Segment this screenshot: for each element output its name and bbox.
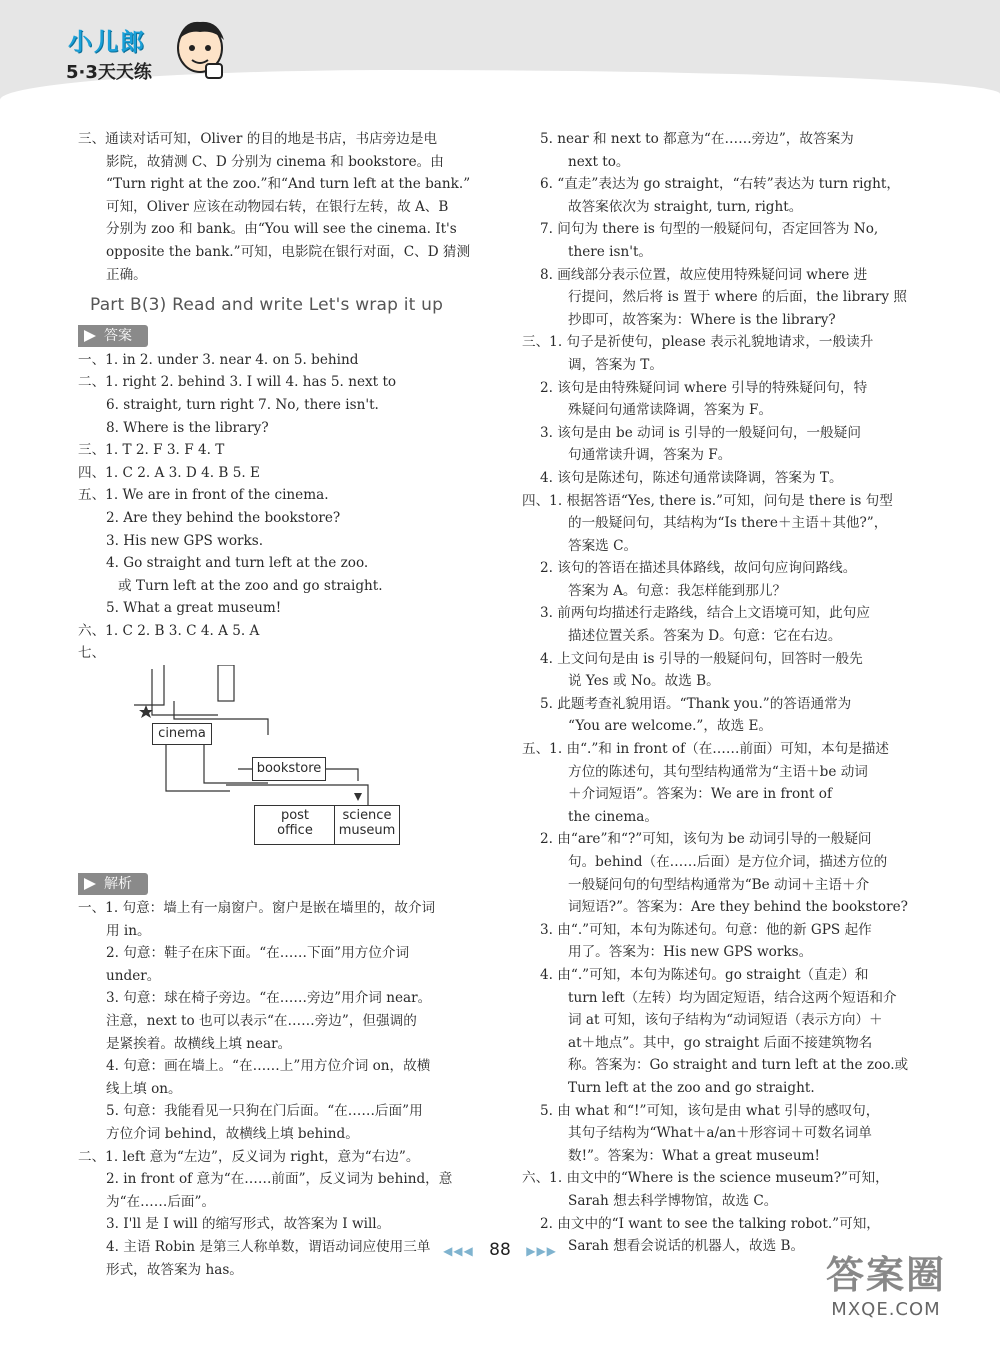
- analysis-line: 3. I'll 是 I will 的缩写形式，故答案为 I will。: [106, 1216, 391, 1233]
- analysis-line: 形式，故答案为 has。: [106, 1261, 243, 1278]
- right-analysis-line: 四、1. 根据答语“Yes, there is.”可知，问句是 there is 句型: [522, 492, 893, 509]
- map-post-office: [254, 805, 336, 845]
- right-analysis-line: 描述位置关系。答案为 D。句意：它在右边。: [568, 628, 842, 645]
- answer-line: 4. Go straight and turn left at the zoo.: [106, 555, 369, 572]
- right-column: [522, 128, 924, 1258]
- answer-line: 二、1. right 2. behind 3. I will 4. has 5. next to: [78, 374, 397, 391]
- analysis-line: 2. 句意：鞋子在床下面。“在……下面”用方位介词: [106, 945, 410, 962]
- right-analysis-line: 行提问，然后将 is 置于 where 的后面，the library 照: [568, 289, 907, 306]
- intro-line: 分别为 zoo 和 bank。由“You will see the cinema. It's: [106, 221, 457, 238]
- brand-subtitle: 5·3天天练: [66, 62, 152, 83]
- analysis-line: 用 in。: [106, 922, 151, 939]
- answer-line: 五、1. We are in front of the cinema.: [78, 487, 329, 504]
- answer-line: 四、1. C 2. A 3. D 4. B 5. E: [78, 464, 260, 481]
- right-analysis-line: 句通常读升调，答案为 F。: [568, 447, 732, 464]
- route-map: [118, 665, 396, 865]
- analysis-line: 5. 句意：我能看见一只狗在门后面。“在……后面”用: [106, 1103, 423, 1120]
- right-analysis-line: 3. 该句是由 be 动词 is 引导的一般疑问句，一般疑问: [540, 424, 861, 441]
- answers-tag-label: 答案: [78, 325, 148, 347]
- analysis-line: 注意，next to 也可以表示“在……旁边”，但强调的: [106, 1013, 417, 1030]
- next-arrows-icon: ▶▶▶: [526, 1244, 557, 1258]
- part-title: Part B(3) Read and write Let's wrap it up: [90, 295, 444, 316]
- right-analysis-line: 4. 由“.”可知，本句为陈述句。go straight（直走）和: [540, 966, 869, 983]
- right-analysis-line: 答案选 C。: [568, 537, 638, 554]
- right-analysis-line: 的一般疑问句，其结构为“Is there＋主语＋其他?”，: [568, 515, 888, 532]
- right-analysis-line: 六、1. 由文中的“Where is the science museum?”可知，: [522, 1170, 889, 1187]
- right-analysis-line: 4. 上文问句是由 is 引导的一般疑问句，回答时一般先: [540, 650, 863, 667]
- map-bookstore: [252, 757, 326, 781]
- intro-line: opposite the bank.”可知，电影院在银行对面，C、D 猜测: [106, 243, 471, 260]
- right-analysis-line: ＋介词短语”。答案为：We are in front of: [568, 786, 832, 803]
- right-analysis-line: 用了。答案为：His new GPS works。: [568, 944, 813, 961]
- map-bookstore-label: bookstore: [256, 761, 322, 777]
- right-analysis-line: 三、1. 句子是祈使句，please 表示礼貌地请求，一般读升: [522, 334, 874, 351]
- right-analysis-line: 3. 前两句均描述行走路线，结合上文语境可知，此句应: [540, 605, 870, 622]
- right-analysis-line: 2. 该句是由特殊疑问词 where 引导的特殊疑问句，特: [540, 379, 868, 396]
- map-cinema: [152, 723, 212, 745]
- answer-line: 2. Are they behind the bookstore?: [106, 509, 341, 526]
- analysis-line: 为“在……后面”。: [106, 1193, 216, 1210]
- analysis-tag: [78, 873, 148, 895]
- brand-logo: [62, 22, 242, 92]
- analysis-tag-icon: [78, 873, 102, 895]
- page-number: 88: [489, 1240, 511, 1260]
- analysis-line: 方位介词 behind，故横线上填 behind。: [106, 1126, 359, 1142]
- right-analysis-line: Turn left at the zoo and go straight.: [568, 1079, 815, 1096]
- answer-line: 七、: [78, 645, 106, 662]
- right-analysis-line: 一般疑问句的句型结构通常为“Be 动词＋主语＋介: [568, 876, 870, 893]
- left-intro-block: [78, 128, 488, 286]
- right-analysis-line: 其句子结构为“What＋a/an＋形容词＋可数名词单: [568, 1125, 872, 1142]
- right-analysis-line: 5. 由 what 和“!”可知，该句是由 what 引导的感叹句，: [540, 1102, 880, 1119]
- map-science-museum-line2: museum: [338, 823, 396, 839]
- map-post-office-line1: post: [280, 808, 310, 824]
- right-analysis-line: at＋地点”。其中，go straight 后面不接建筑物名: [568, 1034, 873, 1051]
- prev-arrows-icon: ◀◀◀: [443, 1244, 474, 1258]
- right-analysis-line: 5. 此题考查礼貌用语。“Thank you.”的答语通常为: [540, 695, 852, 712]
- right-analysis-line: 4. 该句是陈述句，陈述句通常读降调，答案为 T。: [540, 469, 843, 486]
- right-analysis-line: 称。答案为：Go straight and turn left at the zoo.或: [568, 1057, 909, 1074]
- right-analysis-line: 殊疑问句通常读降调，答案为 F。: [568, 402, 773, 419]
- answers-tag: [78, 325, 148, 347]
- answer-line: 三、1. T 2. F 3. F 4. T: [78, 442, 225, 459]
- right-analysis-line: 答案为 A。句意：我怎样能到那儿？: [568, 582, 787, 599]
- mascot-boy-icon: [170, 18, 230, 84]
- right-analysis-line: 2. 由文中的“I want to see the talking robot.”可知，: [540, 1215, 880, 1232]
- map-cinema-label: cinema: [158, 726, 206, 742]
- intro-line: 影院，故猜测 C、D 分别为 cinema 和 bookstore。由: [106, 153, 444, 170]
- right-analysis-line: turn left（左转）均为固定短语，结合这两个短语和介: [568, 989, 897, 1006]
- answer-line: 6. straight, turn right 7. No, there isn't.: [106, 396, 379, 413]
- analysis-line: 二、1. left 意为“左边”，反义词为 right，意为“右边”。: [78, 1148, 420, 1165]
- answer-line: 8. Where is the library?: [106, 419, 269, 436]
- analysis-line: 一、1. 句意：墙上有一扇窗户。窗户是嵌在墙里的，故介词: [78, 900, 436, 917]
- right-analysis-line: 说 Yes 或 No。故选 B。: [568, 673, 720, 690]
- analysis-line: 2. in front of 意为“在……前面”，反义词为 behind，意: [106, 1171, 453, 1188]
- analysis-tag-label: 解析: [78, 873, 148, 895]
- right-analysis-line: 五、1. 由“.”和 in front of（在……前面）可知，本句是描述: [522, 741, 890, 758]
- answer-line: 5. What a great museum!: [106, 600, 282, 617]
- analysis-line: 线上填 on。: [106, 1080, 182, 1097]
- analysis-line: 是紧挨着。故横线上填 near。: [106, 1035, 292, 1052]
- right-analysis-line: 7. 问句为 there is 句型的一般疑问句，否定回答为 No,: [540, 221, 879, 238]
- answer-line: 或 Turn left at the zoo and go straight.: [118, 577, 383, 594]
- watermark-url: MXQE.COM: [831, 1299, 941, 1320]
- right-analysis-line: 抄即可，故答案为：Where is the library?: [568, 311, 836, 328]
- answer-line: 六、1. C 2. B 3. C 4. A 5. A: [78, 622, 260, 639]
- right-analysis-line: 3. 由“.”可知，本句为陈述句。句意：他的新 GPS 起作: [540, 921, 872, 938]
- right-analysis-line: Sarah 想看会说话的机器人，故选 B。: [568, 1238, 805, 1255]
- right-analysis-line: 词 at 可知，该句子结构为“动词短语（表示方向）＋: [568, 1012, 883, 1029]
- intro-line: 三、通读对话可知，Oliver 的目的地是书店，书店旁边是电: [78, 131, 438, 147]
- right-analysis-line: 8. 画线部分表示位置，故应使用特殊疑问词 where 进: [540, 266, 868, 283]
- answers-block: [78, 349, 488, 665]
- analysis-line: 3. 句意：球在椅子旁边。“在……旁边”用介词 near。: [106, 990, 432, 1007]
- answer-line: 3. His new GPS works.: [106, 532, 264, 549]
- right-analysis-line: “You are welcome.”，故选 E。: [568, 718, 772, 735]
- right-analysis-line: 调，答案为 T。: [568, 356, 663, 373]
- intro-line: “Turn right at the zoo.”和“And turn left at the bank.”: [106, 176, 471, 193]
- right-analysis-line: next to。: [568, 153, 630, 170]
- right-analysis-line: the cinema。: [568, 808, 658, 825]
- brand-title: 小儿郎: [68, 28, 146, 56]
- watermark-main: 答案圈: [825, 1253, 946, 1297]
- answer-line: 一、1. in 2. under 3. near 4. on 5. behind: [78, 351, 359, 368]
- site-watermark: [806, 1244, 966, 1334]
- intro-line: 可知，Oliver 应该在动物园右转，在银行左转，故 A、B: [106, 198, 449, 215]
- intro-line: 正确。: [106, 266, 147, 283]
- map-science-museum: [334, 805, 400, 845]
- right-analysis-line: 方位的陈述句，其句型结构通常为“主语＋be 动词: [568, 763, 868, 780]
- map-post-office-line2: office: [277, 823, 313, 839]
- analysis-line: under。: [106, 967, 161, 984]
- map-science-museum-line1: science: [342, 808, 392, 824]
- right-analysis-line: there isn't。: [568, 243, 652, 260]
- right-analysis-line: 5. near 和 next to 都意为“在……旁边”，故答案为: [540, 131, 854, 147]
- analysis-block: [78, 897, 488, 1281]
- right-analysis-block: [522, 128, 924, 1258]
- right-analysis-line: 故答案依次为 straight, turn, right。: [568, 198, 803, 215]
- analysis-line: 4. 句意：画在墙上。“在……上”用方位介词 on，故横: [106, 1058, 431, 1075]
- answer-tag-icon: [78, 325, 102, 347]
- right-analysis-line: 词短语?”。答案为：Are they behind the bookstore?: [568, 899, 908, 916]
- analysis-line: 4. 主语 Robin 是第三人称单数，谓语动词应使用三单: [106, 1238, 431, 1255]
- right-analysis-line: Sarah 想去科学博物馆，故选 C。: [568, 1192, 778, 1209]
- right-analysis-line: 6. “直走”表达为 go straight，“右转”表达为 turn right，: [540, 176, 900, 193]
- right-analysis-line: 数!”。答案为：What a great museum!: [568, 1147, 820, 1164]
- left-column: [78, 128, 488, 1281]
- right-analysis-line: 2. 该句的答语在描述具体路线，故问句应询问路线。: [540, 560, 857, 577]
- right-analysis-line: 2. 由“are”和“?”可知，该句为 be 动词引导的一般疑问: [540, 831, 872, 848]
- right-analysis-line: 句。behind（在……后面）是方位介词，描述方位的: [568, 854, 888, 870]
